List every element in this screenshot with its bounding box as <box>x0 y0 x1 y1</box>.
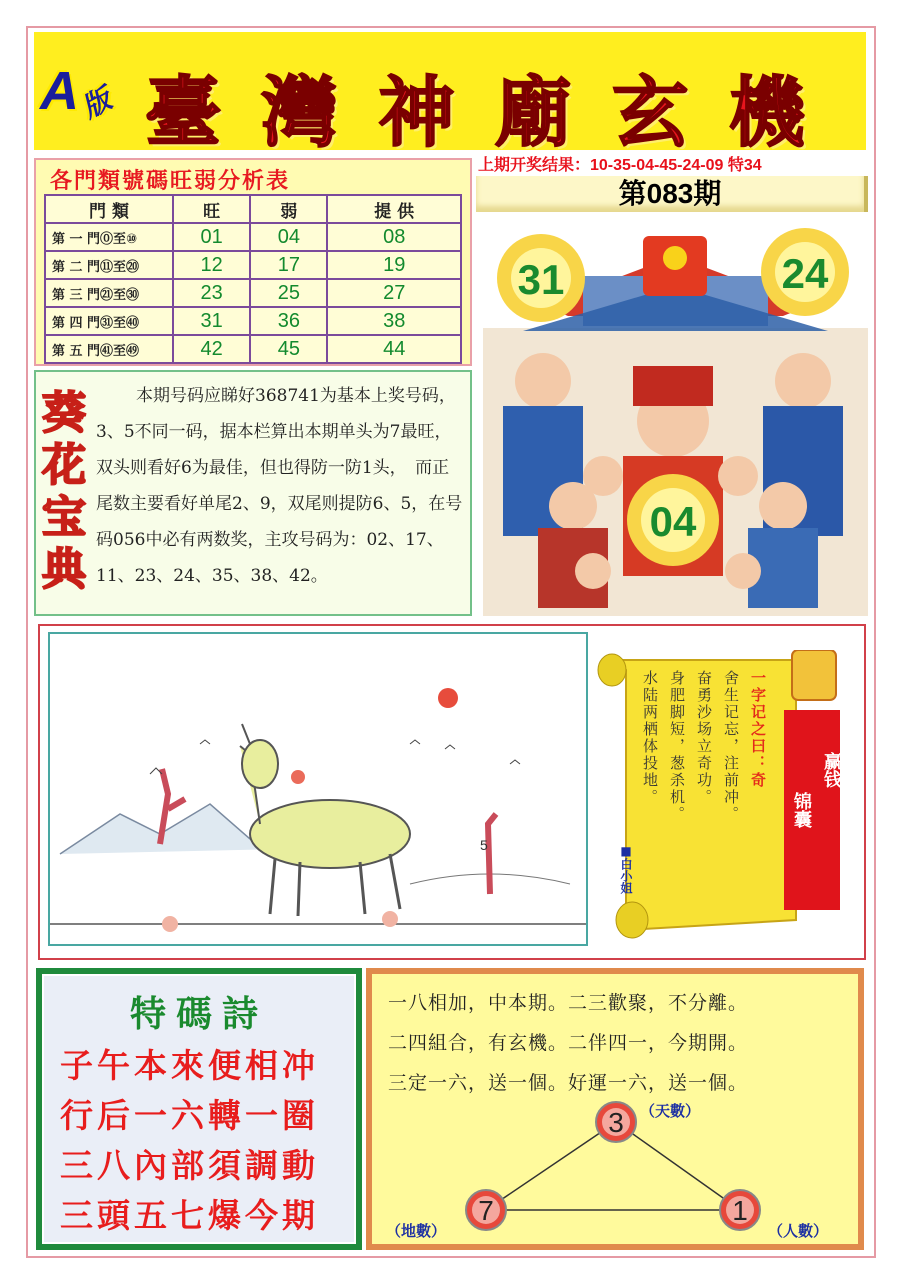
number-node-left <box>466 1190 506 1230</box>
tigong-cell: 19 <box>327 251 461 279</box>
poem-line: 三八內部須調動 <box>60 1146 319 1185</box>
sketch-mark: 5 <box>480 837 488 853</box>
ruo-cell: 25 <box>250 279 327 307</box>
wang-cell: 23 <box>173 279 250 307</box>
door-cell: 第 三 門㉑至㉚ <box>45 279 173 307</box>
poem-title: 特碼詩 <box>129 993 268 1035</box>
alpaca-figure <box>240 724 410 916</box>
door-cell: 第 一 門⓪至⑩ <box>45 223 173 251</box>
scroll-column: 身肥脚短，葱杀机。 <box>668 670 686 823</box>
table-row <box>45 251 461 279</box>
door-cell: 第 四 門㉛至㊵ <box>45 307 173 335</box>
ruo-cell: 45 <box>250 335 327 363</box>
lucky-number-center: 04 <box>649 498 697 545</box>
alpaca-sketch <box>50 634 586 944</box>
poem-line: 三頭五七爆今期 <box>60 1196 319 1235</box>
table-row <box>45 223 461 251</box>
sun-badge-right <box>761 228 849 316</box>
analysis-table <box>44 194 462 364</box>
riddle-line: 二四組合，有玄機。二伴四一，今期開。 <box>388 1032 749 1054</box>
wang-cell: 31 <box>173 307 250 335</box>
scroll-heading: 一字记之曰：奇 <box>749 670 767 789</box>
riddle-line: 三定一六，送一個。好運一六，送一個。 <box>388 1072 749 1094</box>
number-node-top <box>596 1102 636 1142</box>
ruo-cell: 04 <box>250 223 327 251</box>
lucky-number-right: 24 <box>781 250 829 297</box>
last-result: 上期开奖结果：10-35-04-45-24-09 特34 <box>478 157 762 174</box>
table-header-row <box>45 195 461 223</box>
tigong-cell: 08 <box>327 223 461 251</box>
wang-cell: 01 <box>173 223 250 251</box>
edition-badge: A 版 <box>40 61 117 124</box>
number-triangle <box>440 1098 780 1238</box>
scroll-column: 水陆两栖体投地。 <box>641 670 659 806</box>
column-header: 弱 <box>250 195 327 223</box>
scroll-signature: ■白小姐 <box>619 844 633 894</box>
table-row <box>45 307 461 335</box>
sunflower-title: 葵 花 宝 典 <box>42 388 86 595</box>
door-cell: 第 五 門㊶至㊾ <box>45 335 173 363</box>
riddle-line: 一八相加，中本期。二三歡聚，不分離。 <box>388 992 749 1014</box>
wang-cell: 12 <box>173 251 250 279</box>
tigong-cell: 38 <box>327 307 461 335</box>
red-panel-top: 赢钱 <box>821 752 842 788</box>
ruo-cell: 17 <box>250 251 327 279</box>
sun-badge-left <box>497 234 585 322</box>
heaven-label: （天數） <box>640 1102 701 1120</box>
tigong-cell: 27 <box>327 279 461 307</box>
poem-line: 子午本來便相冲 <box>60 1046 319 1085</box>
door-cell: 第 二 門⑪至⑳ <box>45 251 173 279</box>
node-number: 1 <box>732 1195 748 1226</box>
tigong-cell: 44 <box>327 335 461 363</box>
scroll-column: 舍生记忘，注前冲。 <box>722 670 740 823</box>
pouch-icon <box>792 650 836 700</box>
earth-label: （地數） <box>386 1222 447 1240</box>
analysis-title: 各門類號碼旺弱分析表 <box>50 169 291 194</box>
sun-icon <box>438 688 458 708</box>
column-header: 旺 <box>173 195 250 223</box>
node-number: 3 <box>608 1107 624 1138</box>
scroll-verse <box>640 670 769 870</box>
column-header: 門 類 <box>45 195 173 223</box>
table-row <box>45 279 461 307</box>
node-number: 7 <box>478 1195 494 1226</box>
temple-illustration <box>483 216 868 616</box>
number-node-right <box>720 1190 760 1230</box>
human-label: （人數） <box>768 1222 829 1240</box>
sun-badge-center <box>627 474 719 566</box>
page-title: 臺 灣 神 廟 玄 機 <box>145 68 805 157</box>
wang-cell: 42 <box>173 335 250 363</box>
scroll-column: 奋勇沙场立奇功。 <box>695 670 713 806</box>
column-header: 提 供 <box>327 195 461 223</box>
issue-number: 第083期 <box>476 176 868 212</box>
poem-line: 行后一六轉一圈 <box>60 1096 319 1135</box>
table-row <box>45 335 461 363</box>
sunflower-text: 本期号码应睇好368741为基本上奖号码，3、5不同一码，据本栏算出本期单头为7最旺，双头则看好6为最佳，但也得防一防1头， 而正尾数主要看好单尾2、9，双尾则提防6、5，在号码056中必有两数奖，主攻号码为：02、17、11、23、24、35、38、42。 <box>96 386 463 586</box>
ruo-cell: 36 <box>250 307 327 335</box>
lucky-number-left: 31 <box>517 256 565 303</box>
red-panel-bottom: 锦囊 <box>791 792 812 828</box>
